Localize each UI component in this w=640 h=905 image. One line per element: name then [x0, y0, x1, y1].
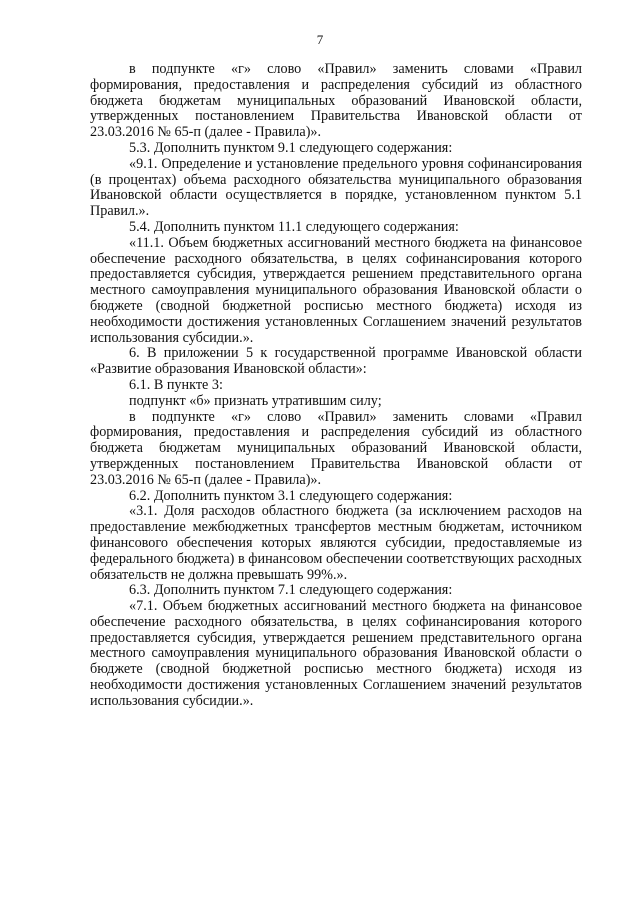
document-body — [90, 62, 582, 710]
paragraph: в подпункте «г» слово «Правил» заменить словами «Правил формирования, предоставления и распределения субсидий из областного бюджета бюджетам муниципальных образований Ивановской области, утвержденных постановлением Правительства Ивановской области от 23.03.2016 № 65-п (далее - Правила)». — [90, 61, 582, 141]
paragraph: 5.4. Дополнить пунктом 11.1 следующего содержания: — [129, 218, 459, 235]
paragraph: 6.2. Дополнить пунктом 3.1 следующего содержания: — [129, 487, 453, 504]
paragraph: 6.1. В пункте 3: — [129, 376, 223, 393]
paragraph: подпункт «б» признать утратившим силу; — [129, 392, 382, 409]
page-number: 7 — [316, 32, 324, 47]
paragraph: «7.1. Объем бюджетных ассигнований местного бюджета на финансовое обеспечение расходного обязательства, в целях софинансирования которого предоставляется субсидия, утверждается решением представительного органа местного самоуправления муниципального образования Ивановской области о бюджете (сводной бюджетной росписью местного бюджета) исходя из необходимости достижения установленных Соглашением значений результатов использования субсидии.». — [90, 598, 582, 709]
paragraph: «11.1. Объем бюджетных ассигнований местного бюджета на финансовое обеспечение расходного обязательства, в целях софинансирования которого предоставляется субсидия, утверждается решением представительного органа местного самоуправления муниципального образования Ивановской области о бюджете (сводной бюджетной росписью местного бюджета) исходя из необходимости достижения установленных Соглашением значений результатов использования субсидии.». — [90, 234, 582, 346]
paragraph: 6. В приложении 5 к государственной программе Ивановской области «Развитие образования Ивановской области»: — [90, 345, 582, 378]
paragraph: в подпункте «г» слово «Правил» заменить словами «Правил формирования, предоставления и распределения субсидий из областного бюджета бюджетам муниципальных образований Ивановской области, утвержденных постановлением Правительства Ивановской области от 23.03.2016 № 65-п (далее - Правила)». — [90, 408, 582, 488]
paragraph: «9.1. Определение и установление предельного уровня софинансирования (в процентах) объема расходного обязательства муниципального образования Ивановской области осуществляется в порядке, установленном пунктом 5.1 Правил.». — [90, 155, 582, 220]
paragraph: 6.3. Дополнить пунктом 7.1 следующего содержания: — [129, 582, 453, 599]
paragraph: 5.3. Дополнить пунктом 9.1 следующего содержания: — [129, 139, 453, 156]
paragraph: «3.1. Доля расходов областного бюджета (за исключением расходов на предоставление межбюджетных трансфертов местным бюджетам, источником финансового обеспечения которых являются субсидии, предоставляемые из федерального бюджета) в финансовом обеспечении соответствующих расходных обязательств не должна превышать 99%.». — [90, 503, 582, 583]
